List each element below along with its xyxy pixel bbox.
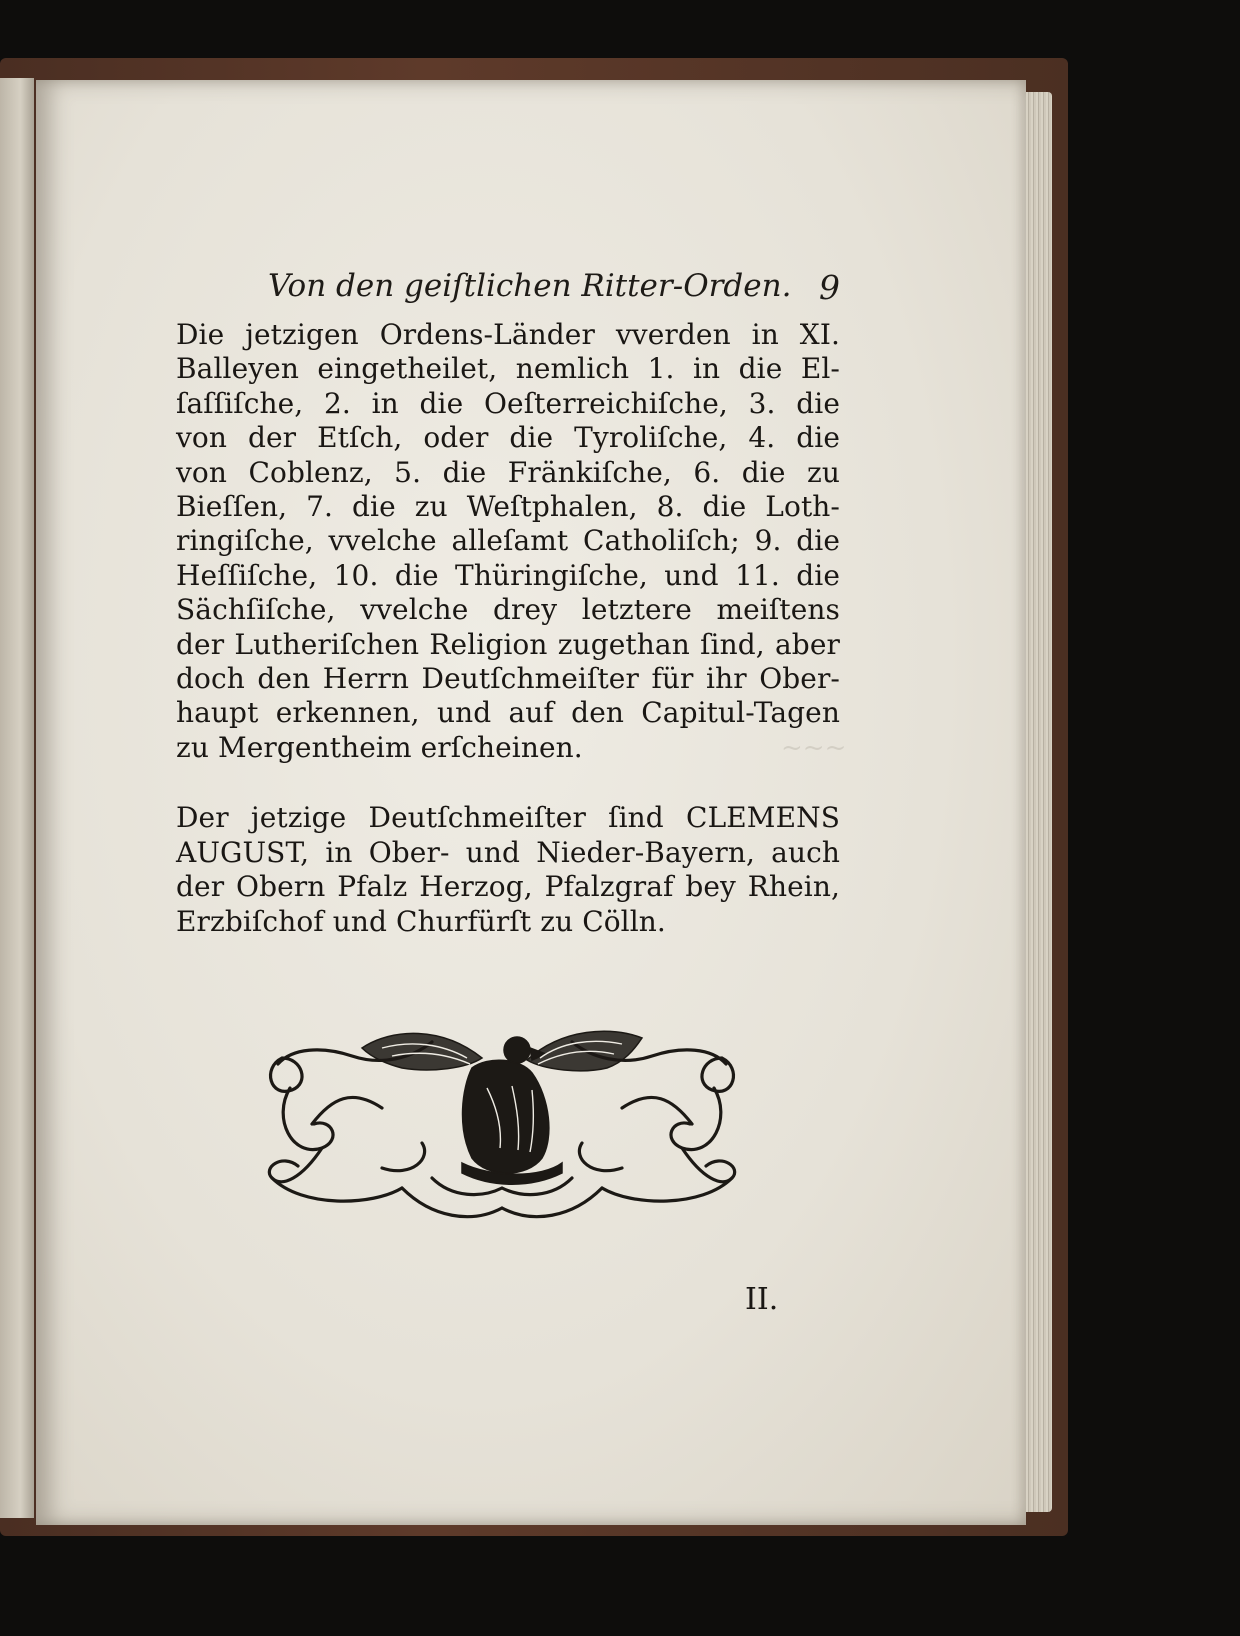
text-line: der Lutheriſchen Religion zugethan ſind, aber — [176, 627, 840, 661]
page-number: 9 — [819, 268, 840, 307]
paragraph-2 — [176, 801, 840, 939]
eagle-ornament-icon — [262, 1028, 742, 1228]
facing-page-edge — [0, 78, 34, 1518]
text-line: Der jetzige Deutſchmeiſter ſind CLEMENS — [176, 801, 840, 835]
text-line: doch den Herrn Deutſchmeiſter für ihr Ober- — [176, 662, 840, 696]
text-line: haupt erkennen, und auf den Capitul-Tagen — [176, 696, 840, 730]
running-head: Von den geiſtlichen Ritter-Orden. — [268, 268, 792, 304]
text-line: AUGUST, in Ober- und Nieder-Bayern, auch — [176, 835, 840, 869]
show-through-text: ~~~ — [781, 733, 847, 763]
text-line: ringiſche, vvelche alleſamt Catholiſch; 9. die — [176, 524, 840, 558]
text-line: Sächſiſche, vvelche drey letztere meiſtens — [176, 593, 840, 627]
text-line: Bieſſen, 7. die zu Weſtphalen, 8. die Loth- — [176, 490, 840, 524]
body-text — [176, 318, 840, 939]
catchword: II. — [745, 1282, 779, 1317]
text-line: zu Mergentheim erſcheinen. — [176, 730, 583, 764]
page-header — [268, 268, 840, 312]
text-line: Erzbiſchof und Churfürſt zu Cölln. — [176, 904, 666, 938]
text-line: ſaſſiſche, 2. in die Oeſterreichiſche, 3. die — [176, 386, 840, 420]
text-line: Heſſiſche, 10. die Thüringiſche, und 11. die — [176, 558, 840, 592]
text-line: der Obern Pfalz Herzog, Pfalzgraf bey Rhein, — [176, 870, 840, 904]
text-line: Die jetzigen Ordens-Länder vverden in XI. — [176, 318, 840, 351]
text-line: Balleyen eingetheilet, nemlich 1. in die El- — [176, 352, 840, 386]
text-line: von Coblenz, 5. die Fränkiſche, 6. die zu — [176, 455, 840, 489]
paragraph-1 — [176, 318, 840, 765]
text-line: von der Etſch, oder die Tyroliſche, 4. die — [176, 421, 840, 455]
